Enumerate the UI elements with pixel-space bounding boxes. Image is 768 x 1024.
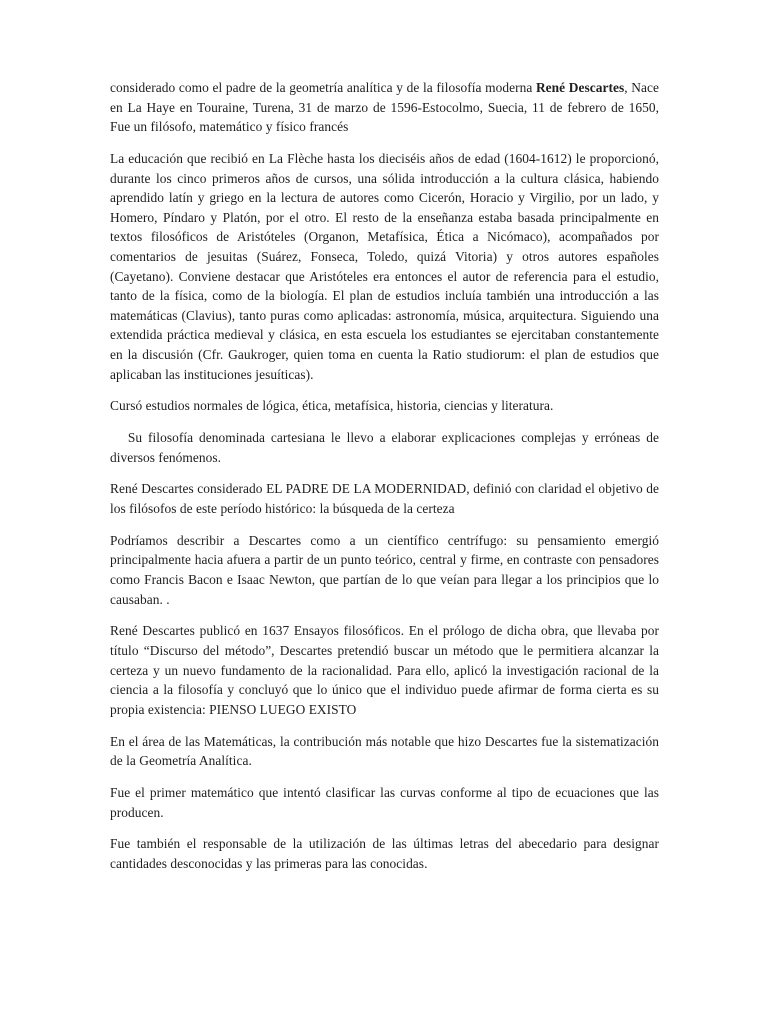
intro-text-a: considerado como el padre de la geometría analítica y de la filosofía moderna (110, 80, 536, 95)
paragraph-education: La educación que recibió en La Flèche hasta los dieciséis años de edad (1604-1612) le proporcionó, durante los cinco primeros años de cursos, una sólida introducción a la cultura clásica, habiendo aprendido latín y griego en la lectura de autores como Cicerón, Horacio y Virgilio, por un lado, y Homero, Píndaro y Platón, por el otro. El resto de la enseñanza estaba basada principalmente en textos filosóficos de Aristóteles (Organon, Metafísica, Ética a Nicómaco), acompañados por comentarios de jesuitas (Suárez, Fonseca, Toledo, quizá Vitoria) y otros autores españoles (Cayetano). Conviene destacar que Aristóteles era entonces el autor de referencia para el estudio, tanto de la física, como de la biología. El plan de estudios incluía también una introducción a las matemáticas (Clavius), tanto puras como aplicadas: astronomía, música, arquitectura. Siguiendo una extendida práctica medieval y clásica, en esta escuela los estudiantes se ejercitaban constantemente en la discusión (Cfr. Gaukroger, quien toma en cuenta la Ratio studiorum: el plan de estudios que aplicaban las instituciones jesuíticas). (110, 150, 659, 382)
philosophy-text: Su filosofía denominada cartesiana le llevo a elaborar explicaciones complejas y erróneas de diversos fenómenos. (110, 430, 659, 465)
paragraph-discourse: René Descartes publicó en 1637 Ensayos filosóficos. En el prólogo de dicha obra, que llevaba por título “Discurso del método”, Descartes pretendió buscar un método que le permitiera alcanzar la certeza y un nuevo fundamento de la racionalidad. Para ello, aplicó la investigación racional de la ciencia a la filosofía y concluyó que lo único que el individuo puede afirmar de forma cierta es su propia existencia: PIENSO LUEGO EXISTO (110, 623, 659, 717)
paragraph-letters: Fue también el responsable de la utilización de las últimas letras del abecedario para designar cantidades desconocidas y las primeras para las conocidas. (110, 836, 659, 871)
paragraph-studies: Cursó estudios normales de lógica, ética, metafísica, historia, ciencias y literatura. (110, 398, 554, 414)
paragraph-curves: Fue el primer matemático que intentó clasificar las curvas conforme al tipo de ecuaciones que las producen. (110, 784, 659, 820)
intro-text-c: , Nace en La Haye en Touraine, Turena, 31 de marzo de 1596-Estocolmo, Suecia, 11 de febrero de 1650, Fue un filósofo, matemático y físico francés (110, 80, 659, 135)
paragraph-centrifugal: Podríamos describir a Descartes como a un científico centrífugo: su pensamiento emergió principalmente hacia afuera a partir de un punto teórico, central y firme, en contraste con pensadores como Francis Bacon e Isaac Newton, que partían de lo que veían para llegar a los principios que lo causaban. . (110, 532, 659, 607)
paragraph-modernity: René Descartes considerado EL PADRE DE LA MODERNIDAD, definió con claridad el objetivo de los filósofos de este período histórico: la búsqueda de la certeza (110, 481, 659, 517)
paragraph-intro (110, 78, 659, 137)
document-page (110, 78, 659, 886)
paragraph-philosophy (110, 428, 659, 467)
descartes-name: René Descartes (535, 80, 625, 95)
paragraph-mathematics: En el área de las Matemáticas, la contribución más notable que hizo Descartes fue la sistematización de la Geometría Analítica. (110, 733, 659, 769)
